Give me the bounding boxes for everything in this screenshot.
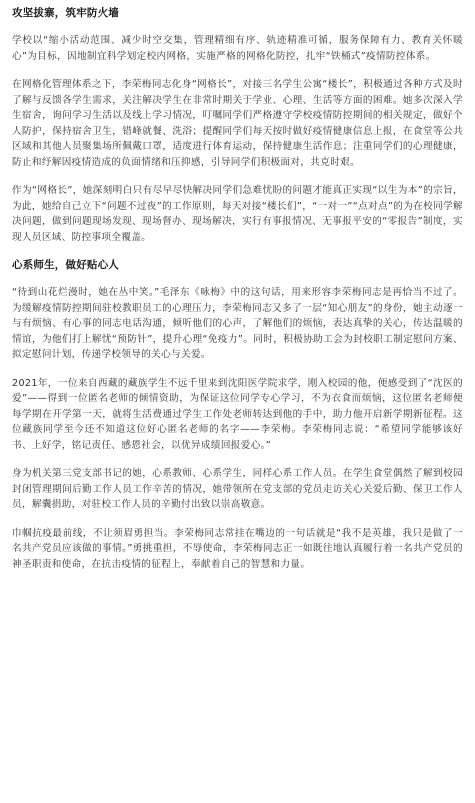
article-body (12, 6, 463, 585)
section-heading-caring: 心系师生，做好贴心人 (12, 259, 119, 271)
paragraph: 身为机关第三党支部书记的她，心系教师、心系学生，同样心系工作人员。在学生食堂偶然了解到校园封闭管理期间后勤工作人员工作辛苦的情况，她带领所在党支部的党员走访关心关爱后勤、保卫工作人员，解囊捐助，对驻校工作人员的辛勤付出致以崇高敬意。 (12, 468, 463, 510)
paragraph: 在网格化管理体系之下，李荣梅同志化身“网格长”，对接三名学生公寓“楼长”，积极通过各种方式及时了解与反馈各学生需求，关注解决学生在非常时期关于学业、心理、生活等方面的困难。她多次深入学生宿舍，询问学习生活以及线上学习情况，叮嘱同学们严格遵守学校疫情防控期间的相关规定，做好个人防护，保持宿舍卫生，错峰就餐、洗浴；提醒同学们每天按时做好疫情健康信息上报，在食堂等公共区域和其他人员聚集场所佩戴口罩，适度进行体育运动，保持健康生活作息；注重同学们的心理健康，防止和纾解因疫情造成的负面情绪和压抑感，引导同学们积极面对，共克时艰。 (12, 79, 463, 168)
paragraph: 学校以“缩小活动范围、减少时空交集，管理精细有序、轨迹精准可循，服务保障有力、教育关怀暖心”为目标，因地制宜科学划定校内网格，实施严格的网格化防控，扎牢“铁桶式”疫情防控体系。 (12, 35, 463, 62)
paragraph: 作为“网格长”，她深刻明白只有尽早尽快解决同学们急难忧盼的问题才能真正实现“以生为本”的宗旨，为此，她给自己立下“问题不过夜”的工作原则，每天对接“楼长们”，“一对一”“点对点”的为在校同学解决问题，做到问题现场发现、现场督办、现场解决，实行有事报情况、无事报平安的“零报告”制度，实现人员区域、防控事项全覆盖。 (12, 185, 463, 243)
paragraph: “待到山花烂漫时，她在丛中笑。”毛泽东《咏梅》中的这句话，用来形容李荣梅同志是再恰当不过了。为缓解疫情防控期间驻校教职员工的心理压力，李荣梅同志又多了一层“知心朋友”的身份，她主动逐一与有烦恼、有心事的同志电话沟通，倾听他们的心声，了解他们的烦恼，表达真挚的关心，传达温暖的情谊，为他们打上解忧“预防针”，提升心理“免疫力”。同时，积极协助工会为封校职工制定慰问方案、拟定慰问计划，传递学校领导的关心与关爱。 (12, 287, 463, 360)
paragraph: 巾帼抗疫最前线，不让须眉勇担当。李荣梅同志常挂在嘴边的一句话就是“我不是英雄，我只是做了一名共产党员应该做的事情。”勇挑重担，不辱使命，李荣梅同志正一如既往地认真履行着一名共产党员的神圣职责和使命，在抗击疫情的征程上，奉献着自己的智慧和力量。 (12, 527, 463, 570)
section-heading-firewall: 攻坚拔寨，筑牢防火墙 (12, 7, 119, 19)
paragraph: 2021年，一位来自西藏的藏族学生不远千里来到沈阳医学院求学，刚入校园的他，便感受到了“沈医的爱”——得到一位匿名老师的倾情资助，为保证这位同学专心学习，不为衣食而烦恼，这位匿名老师便每学期在开学第一天，就将生活费通过学生工作处老师转达到他的手中，助力他开启新学期新征程。这位藏族同学至今还不知道这位好心匿名老师的名字——李荣梅。李荣梅同志说：“希望同学能够该好书、上好学，铭记责任、感恩社会，以优异成绩回报爱心。” (12, 377, 463, 451)
